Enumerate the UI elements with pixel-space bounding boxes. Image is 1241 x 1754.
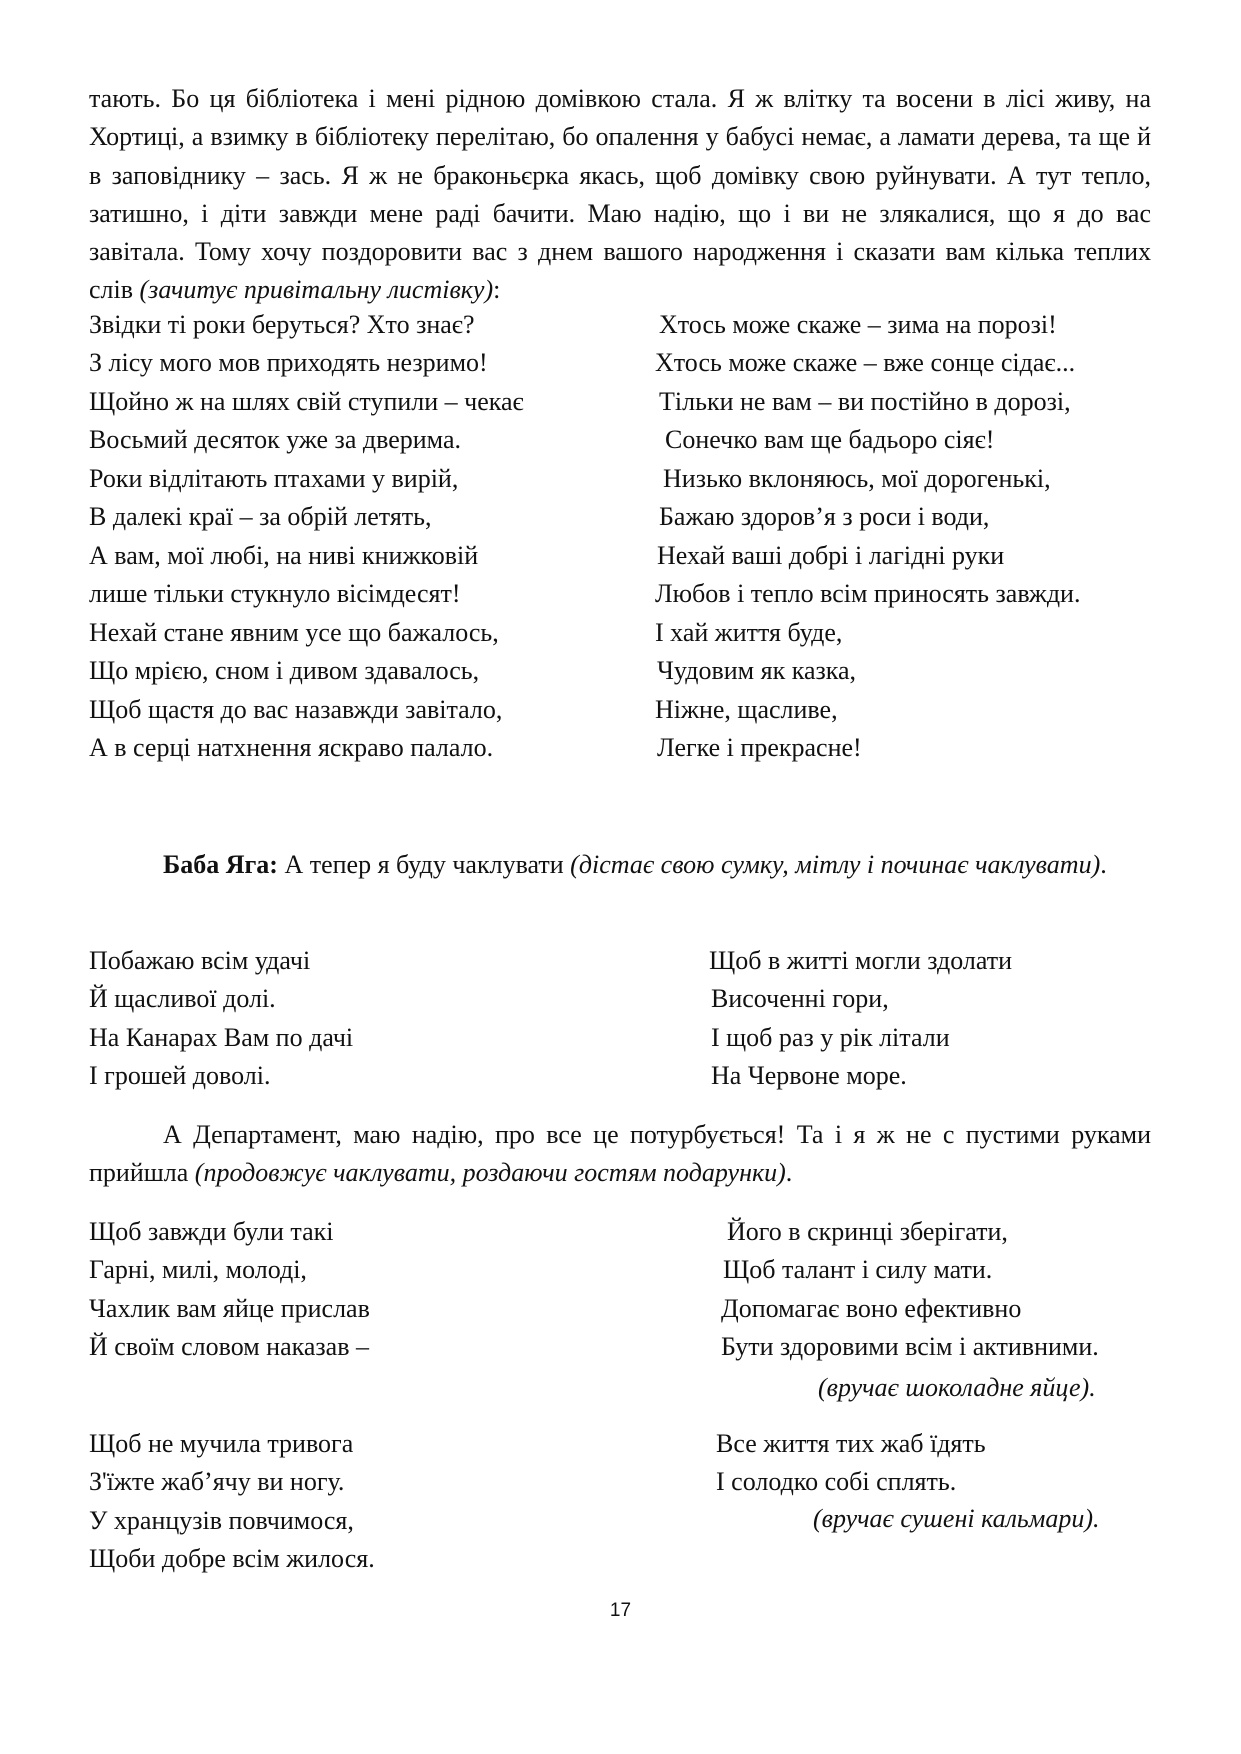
verse-line: В далекі краї – за обрій летять, <box>89 502 432 532</box>
stage-direction-end: . <box>1093 1504 1100 1533</box>
verse-line: Щоб в житті могли здолати <box>709 946 1013 975</box>
verse-line: Тільки не вам – ви постійно в дорозі, <box>659 386 1071 416</box>
intro-text: тають. Бо ця бібліотека і мені рідною домівкою стала. Я ж влітку та восени в лісі живу, на Хортиці, а взимку в бібліотеку перелітаю, бо опалення у бабусі немає, а ламати дерева, та ще й в заповіднику – зась. Я ж не браконьєрка якась, щоб домівку свою руйнувати. А тут тепло, затишно, і діти завжди мене раді бачити. Маю надію, що і ви не злякалися, що я до вас завітала. Тому хочу поздоровити вас з днем вашого народження і сказати вам кілька теплих слів <box>89 84 1151 305</box>
verse-line: І щоб раз у рік літали <box>711 1022 950 1052</box>
poem1-left-stanza-2 <box>89 460 478 613</box>
verse-line: Нехай ваші добрі і лагідні руки <box>657 540 1005 570</box>
verse-line: Сонечко вам ще бадьоро сіяє! <box>665 424 995 454</box>
poem2-right <box>709 942 1012 1095</box>
verse-line: Його в скринці зберігати, <box>727 1217 1008 1246</box>
poem1-left-stanza-3 <box>89 614 502 767</box>
verse-line: Й щасливої долі. <box>89 984 276 1014</box>
poem3-left <box>89 1213 370 1366</box>
intro-end: : <box>493 275 501 305</box>
verse-line: Роки відлітають птахами у вирій, <box>89 464 459 493</box>
verse-line: Хтось може скаже – вже сонце сідає... <box>655 348 1076 378</box>
verse-line: Допомагає воно ефективно <box>721 1293 1022 1323</box>
stage-direction-chocolate-egg <box>818 1369 1096 1407</box>
verse-line: лише тільки стукнуло вісімдесят! <box>89 578 461 608</box>
poem2-left <box>89 942 353 1095</box>
verse-line: Восьмий десяток уже за дверима. <box>89 424 461 454</box>
verse-line: І грошей доволі. <box>89 1060 271 1090</box>
baba-remark: (дістає свою сумку, мітлу і починає чаклувати) <box>570 850 1101 879</box>
verse-line: Щоб не мучила тривога <box>89 1429 354 1458</box>
verse-line: Що мрією, сном і дивом здавалось, <box>89 656 480 686</box>
verse-line: Любов і тепло всім приносять завжди. <box>655 578 1081 608</box>
verse-line: Щоби добре всім жилося. <box>89 1543 375 1573</box>
dept-text: А Департамент, маю надію, про все це потурбується! Та і я ж не с пустими руками прийшла <box>89 1120 1151 1188</box>
verse-line: А в серці натхнення яскраво палало. <box>89 732 494 762</box>
verse-line: Гарні, милі, молоді, <box>89 1255 307 1285</box>
verse-line: Легке і прекрасне! <box>657 732 862 762</box>
verse-line: Щоб талант і силу мати. <box>723 1255 993 1285</box>
stage-direction-text: (вручає шоколадне яйце) <box>818 1373 1090 1402</box>
verse-line: І хай життя буде, <box>655 618 843 647</box>
verse-line: Щоб завжди були такі <box>89 1217 334 1246</box>
intro-paragraph <box>89 80 1151 310</box>
verse-line: На Червоне море. <box>711 1060 907 1090</box>
stage-direction-text: (вручає сушені кальмари) <box>813 1504 1094 1533</box>
department-paragraph <box>89 1116 1151 1193</box>
verse-line: Звідки ті роки беруться? Хто знає? <box>89 310 475 339</box>
intro-remark: (зачитує привітальну листівку) <box>139 275 494 305</box>
poem1-right-stanza-3 <box>655 614 862 767</box>
verse-line: З лісу мого мов приходять незримо! <box>89 348 488 378</box>
stage-direction-end: . <box>1089 1373 1096 1402</box>
verse-line: Чахлик вам яйце прислав <box>89 1293 370 1323</box>
baba-text: А тепер я буду чаклувати <box>277 850 571 879</box>
poem3-right <box>721 1213 1099 1366</box>
verse-line: Хтось може скаже – зима на порозі! <box>659 310 1057 339</box>
verse-line: Щоб щастя до вас назавжди завітало, <box>89 694 503 724</box>
dept-remark: (продовжує чаклувати, роздаючи гостям подарунки) <box>194 1158 786 1188</box>
poem1-left-stanza-1 <box>89 306 524 459</box>
verse-line: Бажаю здоров’я з роси і води, <box>659 502 990 532</box>
poem4-right <box>716 1425 986 1502</box>
baba-yaga-paragraph <box>89 846 1151 884</box>
baba-end: . <box>1100 850 1107 879</box>
poem4-left <box>89 1425 375 1578</box>
verse-line: Низько вклоняюсь, мої дорогенькі, <box>663 464 1051 493</box>
verse-line: Побажаю всім удачі <box>89 946 311 975</box>
verse-line: Височенні гори, <box>711 984 889 1014</box>
dept-end: . <box>785 1158 793 1188</box>
verse-line: Бути здоровими всім і активними. <box>721 1331 1099 1361</box>
verse-line: На Канарах Вам по дачі <box>89 1022 354 1052</box>
verse-line: Й своїм словом наказав – <box>89 1331 369 1361</box>
verse-line: Щойно ж на шлях свій ступили – чекає <box>89 386 524 416</box>
verse-line: А вам, мої любі, на ниві книжковій <box>89 540 479 570</box>
verse-line: У хранцузів повчимося, <box>89 1505 354 1535</box>
verse-line: Ніжне, щасливе, <box>655 694 838 724</box>
poem1-right-stanza-1 <box>655 306 1075 459</box>
page-number: 17 <box>609 1600 632 1621</box>
verse-line: Чудовим як казка, <box>657 656 857 686</box>
stage-direction-dried-squid <box>813 1500 1100 1538</box>
verse-line: Все життя тих жаб їдять <box>716 1429 986 1458</box>
verse-line: З'їжте жаб’ячу ви ногу. <box>89 1467 345 1497</box>
verse-line: Нехай стане явним усе що бажалось, <box>89 618 499 647</box>
speaker-name: Баба Яга: <box>163 850 278 879</box>
poem1-right-stanza-2 <box>655 460 1080 613</box>
verse-line: І солодко собі сплять. <box>716 1467 957 1497</box>
